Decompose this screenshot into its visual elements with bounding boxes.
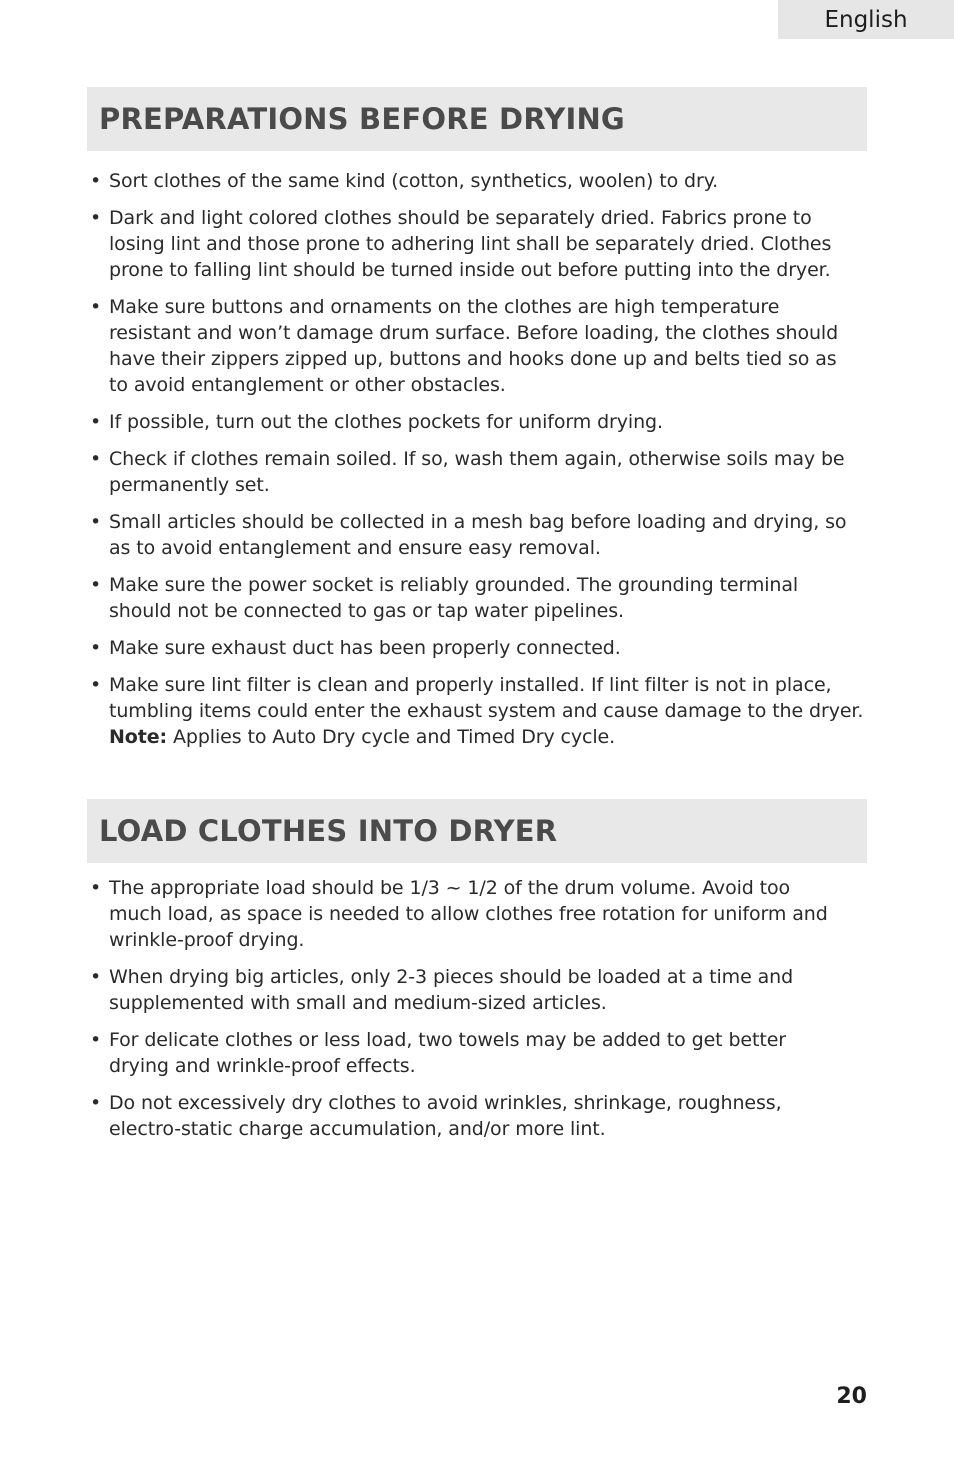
list-item-text: drying and wrinkle-proof effects. xyxy=(109,1055,416,1077)
list-item-text: Sort clothes of the same kind (cotton, synthetics, woolen) to dry. xyxy=(109,170,719,192)
list-item-text: The appropriate load should be 1/3 ~ 1/2 of the drum volume. Avoid too xyxy=(109,877,791,899)
list-item-text: to avoid entanglement or other obstacles. xyxy=(109,374,506,396)
list-item xyxy=(87,964,867,1016)
list-item xyxy=(87,509,867,561)
bullet-icon: • xyxy=(90,296,102,318)
list-item xyxy=(87,635,867,661)
bullet-icon: • xyxy=(90,448,102,470)
note-text: Applies to Auto Dry cycle and Timed Dry cycle. xyxy=(167,726,616,748)
list-item-text: Small articles should be collected in a mesh bag before loading and drying, so xyxy=(109,511,847,533)
list-item-text: as to avoid entanglement and ensure easy removal. xyxy=(109,537,601,559)
list-item-text: wrinkle-proof drying. xyxy=(109,929,305,951)
bullet-icon: • xyxy=(90,411,102,433)
bullet-icon: • xyxy=(90,966,102,988)
list-item xyxy=(87,1027,867,1079)
language-tab: English xyxy=(778,0,954,39)
list-item-text: supplemented with small and medium-sized articles. xyxy=(109,992,607,1014)
list-item xyxy=(87,294,867,398)
bullet-icon: • xyxy=(90,877,102,899)
load-list xyxy=(87,875,867,1142)
section-header-load xyxy=(87,799,867,863)
bullet-icon: • xyxy=(90,574,102,596)
list-item-text: much load, as space is needed to allow clothes free rotation for uniform and xyxy=(109,903,828,925)
list-item-text: Make sure the power socket is reliably grounded. The grounding terminal xyxy=(109,574,799,596)
list-item-text: resistant and won’t damage drum surface. Before loading, the clothes should xyxy=(109,322,839,344)
list-item-text: Do not excessively dry clothes to avoid wrinkles, shrinkage, roughness, xyxy=(109,1092,782,1114)
list-item-text: prone to falling lint should be turned inside out before putting into the dryer. xyxy=(109,259,831,281)
list-item-text: should not be connected to gas or tap water pipelines. xyxy=(109,600,624,622)
list-item-text: Make sure lint filter is clean and properly installed. If lint filter is not in place, xyxy=(109,674,832,696)
list-item xyxy=(87,1090,867,1142)
bullet-icon: • xyxy=(90,674,102,696)
note-label: Note: xyxy=(109,726,168,748)
bullet-icon: • xyxy=(90,170,102,192)
section-title: LOAD CLOTHES INTO DRYER xyxy=(99,814,558,848)
list-item-text: Make sure exhaust duct has been properly connected. xyxy=(109,637,621,659)
list-item-text: Make sure buttons and ornaments on the clothes are high temperature xyxy=(109,296,780,318)
list-item-text: tumbling items could enter the exhaust system and cause damage to the dryer. xyxy=(109,700,864,722)
list-item xyxy=(87,409,867,435)
bullet-icon: • xyxy=(90,637,102,659)
page-number: 20 xyxy=(836,1384,867,1409)
list-item xyxy=(87,446,867,498)
note-line xyxy=(109,724,867,750)
bullet-icon: • xyxy=(90,207,102,229)
list-item xyxy=(87,672,867,750)
bullet-icon: • xyxy=(90,511,102,533)
list-item-text: losing lint and those prone to adhering lint shall be separately dried. Clothes xyxy=(109,233,832,255)
list-item-text: Check if clothes remain soiled. If so, wash them again, otherwise soils may be xyxy=(109,448,845,470)
list-item xyxy=(87,875,867,953)
section-header-preparations xyxy=(87,87,867,151)
list-item-text: have their zippers zipped up, buttons and hooks done up and belts tied so as xyxy=(109,348,837,370)
bullet-icon: • xyxy=(90,1029,102,1051)
bullet-icon: • xyxy=(90,1092,102,1114)
list-item-text: If possible, turn out the clothes pockets for uniform drying. xyxy=(109,411,663,433)
list-item xyxy=(87,205,867,283)
list-item-text: Dark and light colored clothes should be separately dried. Fabrics prone to xyxy=(109,207,812,229)
list-item-text: When drying big articles, only 2-3 pieces should be loaded at a time and xyxy=(109,966,794,988)
list-item-text: permanently set. xyxy=(109,474,270,496)
list-item-text: For delicate clothes or less load, two towels may be added to get better xyxy=(109,1029,786,1051)
preparations-list xyxy=(87,168,867,750)
list-item xyxy=(87,168,867,194)
list-item-text: electro-static charge accumulation, and/or more lint. xyxy=(109,1118,606,1140)
list-item xyxy=(87,572,867,624)
section-title: PREPARATIONS BEFORE DRYING xyxy=(99,102,625,136)
